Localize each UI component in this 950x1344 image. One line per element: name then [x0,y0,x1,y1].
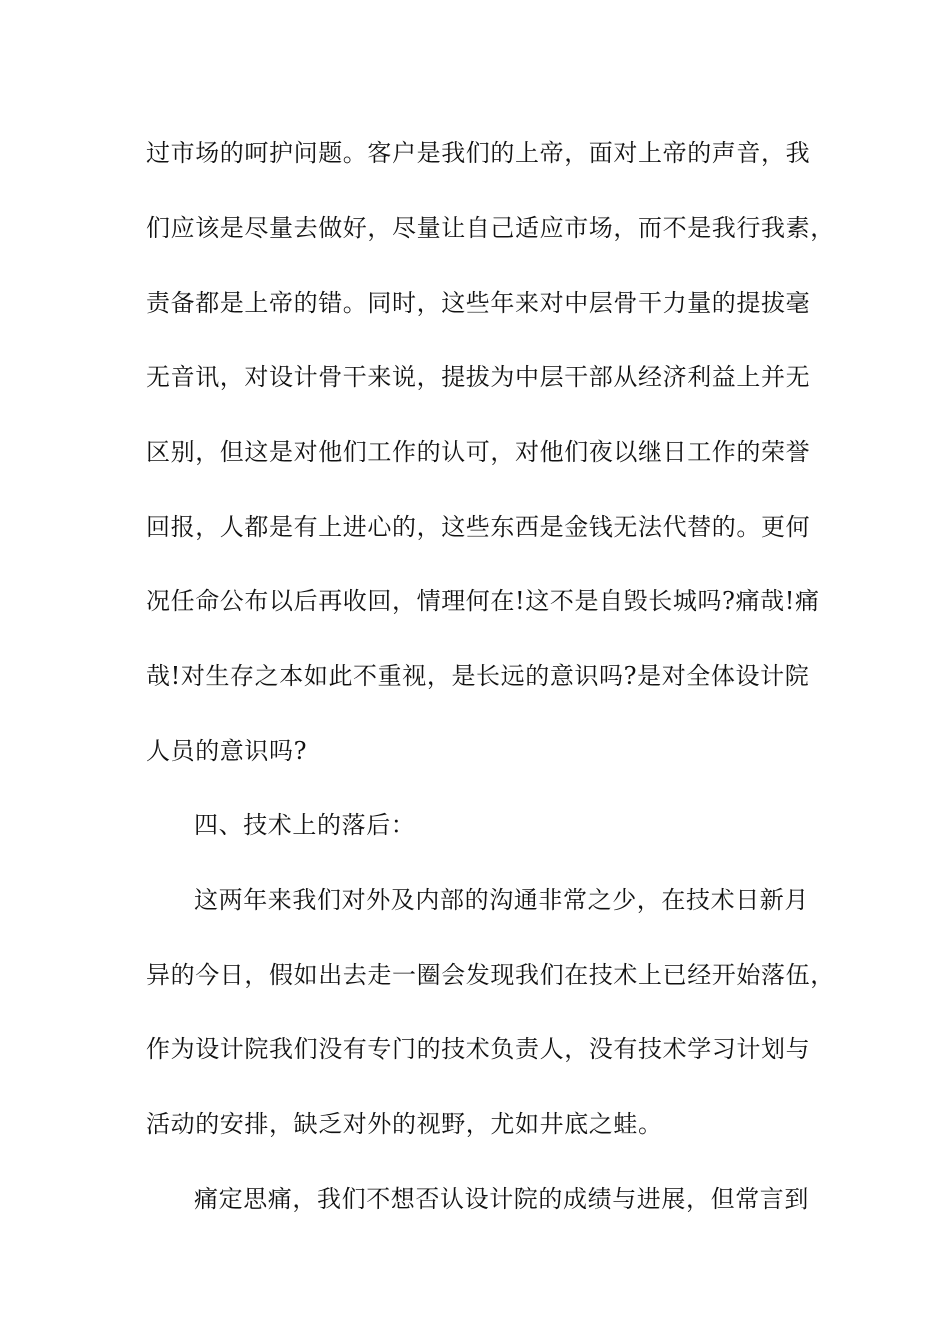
text-line: 责备都是上帝的错。同时，这些年来对中层骨干力量的提拔毫 [146,289,811,317]
text-line: 区别，但这是对他们工作的认可，对他们夜以继日工作的荣誉 [146,438,811,466]
text-line: 们应该是尽量去做好，尽量让自己适应市场，而不是我行我素， [146,214,835,242]
text-line: 异的今日，假如出去走一圈会发现我们在技术上已经开始落伍， [146,961,835,989]
paragraph-start-line: 痛定思痛，我们不想否认设计院的成绩与进展，但常言到 [194,1185,809,1213]
text-line: 过市场的呵护问题。客户是我们的上帝，面对上帝的声音，我 [146,139,811,167]
section-heading: 四、技术上的落后： [194,811,416,839]
text-line: 况任命公布以后再收回，情理何在!这不是自毁长城吗?痛哉!痛 [146,587,820,615]
text-line: 无音讯，对设计骨干来说，提拔为中层干部从经济利益上并无 [146,363,811,391]
text-line: 活动的安排，缺乏对外的视野，尤如井底之蛙。 [146,1110,663,1138]
paragraph-start-line: 这两年来我们对外及内部的沟通非常之少，在技术日新月 [194,886,809,914]
text-line: 人员的意识吗? [146,737,308,765]
text-line: 回报，人都是有上进心的，这些东西是金钱无法代替的。更何 [146,513,811,541]
text-line: 作为设计院我们没有专门的技术负责人，没有技术学习计划与 [146,1035,811,1063]
text-line: 哉!对生存之本如此不重视，是长远的意识吗?是对全体设计院 [146,662,810,690]
